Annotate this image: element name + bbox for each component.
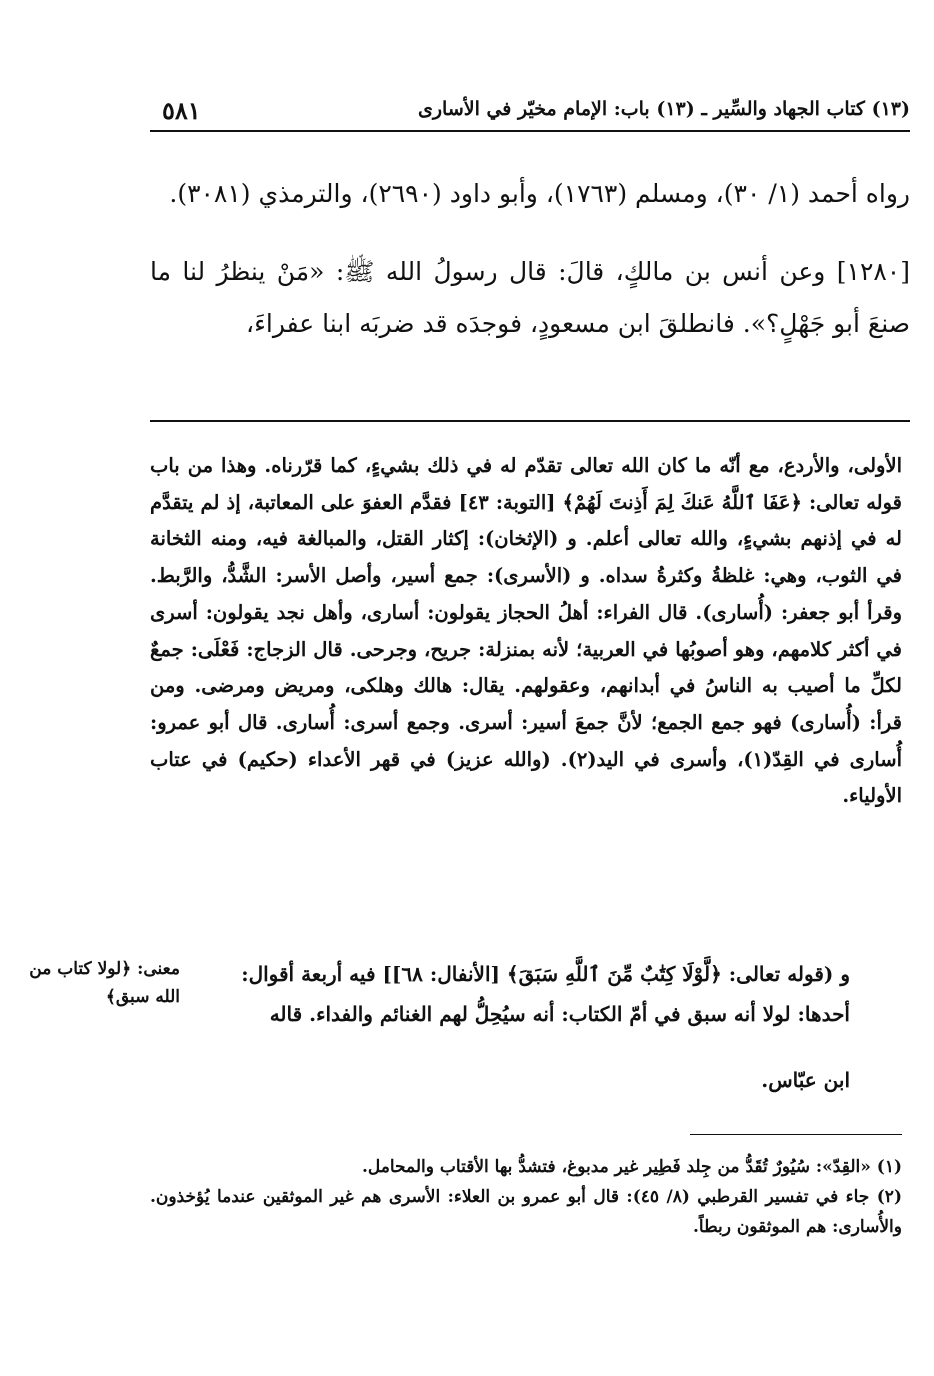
header-rule [150, 130, 910, 132]
section-line: و (قوله تعالى: ﴿لَّوْلَا كِتَٰبٌ مِّنَ ٱللَّهِ سَبَقَ﴾ [الأنفال: ٦٨]] فيه أربعة أقوال: [241, 962, 850, 986]
section-divider [150, 420, 910, 422]
main-paragraph: رواه أحمد (١/ ٣٠)، ومسلم (١٧٦٣)، وأبو داود (٢٦٩٠)، والترمذي (٣٠٨١). [169, 179, 910, 208]
section-line-text: لولا أنه سبق في أمّ الكتاب: أنه سيُحِلُّ لهم الغنائم والفداء. قاله [269, 1002, 798, 1026]
footnote: (١) «القِدّ»: سُيُورٌ تُقَدُّ من جِلد فَطِير غير مدبوغ، فتشدُّ بها الأقتاب والمحامل. [361, 1157, 902, 1177]
section-lead: أحدها: [797, 1002, 850, 1026]
footnote-rule [690, 1134, 902, 1135]
page-number: ٥٨١ [162, 96, 201, 125]
main-text [150, 168, 910, 376]
footnote: (٢) جاء في تفسير القرطبي (٨/ ٤٥): قال أبو عمرو بن العلاء: الأسرى هم غير الموثقين عندما يُؤخذون. والأُسارى: هم الموثقون ربطاً. [150, 1187, 902, 1237]
section-line: ابن عبّاس. [761, 1068, 850, 1092]
main-paragraph: [١٢٨٠] وعن أنس بن مالكٍ، قالَ: قال رسولُ الله ﷺ: «مَنْ ينظرُ لنا ما صنعَ أبو جَهْلٍ؟». فانطلقَ ابن مسعودٍ، فوجدَه قد ضربَه ابنا عفراءَ، [150, 257, 910, 338]
margin-note: معنى: ﴿لولا كتاب من الله سبق﴾ [29, 959, 180, 1007]
section-line [150, 994, 850, 1034]
page-header [150, 96, 910, 130]
commentary-paragraph: الأولى، والأردع، مع أنّه ما كان الله تعالى تقدّم له في ذلك بشيءٍ، كما قرّرناه. وهذا من باب قوله تعالى: ﴿عَفَا ٱللَّهُ عَنكَ لِمَ أَذِنتَ لَهُمْ﴾ [التوبة: ٤٣] فقدَّم العفوَ على المعاتبة، إذ لم يتقدَّم له في إذنهم بشيءٍ، والله تعالى أعلم. و (الإثخان): إكثار القتل، والمبالغة فيه، ومنه الثخانة في الثوب، وهي: غلظةُ وكثرةُ سداه. و (الأسرى): جمع أسير، وأصل الأسر: الشَّدُّ، والرَّبط. وقرأ أبو جعفر: (أُسارى). قال الفراء: أهلُ الحجاز يقولون: أسارى، وأهل نجد يقولون: أسرى في أكثر كلامهم، وهو أصوبُها في العربية؛ لأنه بمنزلة: جريح، وجرحى. قال الزجاج: فَعْلَى: جمعٌ لكلِّ ما أصيب به الناسُ في أبدانهم، وعقولهم. يقال: هالك وهلكى، ومريض ومرضى. ومن قرأ: (أُسارى) فهو جمع الجمع؛ لأنَّ جمعَ أسير: أسرى. وجمع أسرى: أُسارى. قال أبو عمرو: أُسارى في القِدّ(١)، وأسرى في اليد(٢). (والله عزيز) في قهر الأعداء (حكيم) في عتاب الأولياء. [150, 454, 903, 808]
commentary-section [150, 954, 850, 1100]
running-title: (١٣) كتاب الجهاد والسِّير ـ (١٣) باب: الإمام مخيّر في الأسارى [417, 98, 910, 120]
footnotes [150, 1152, 902, 1242]
commentary-block [150, 448, 902, 815]
